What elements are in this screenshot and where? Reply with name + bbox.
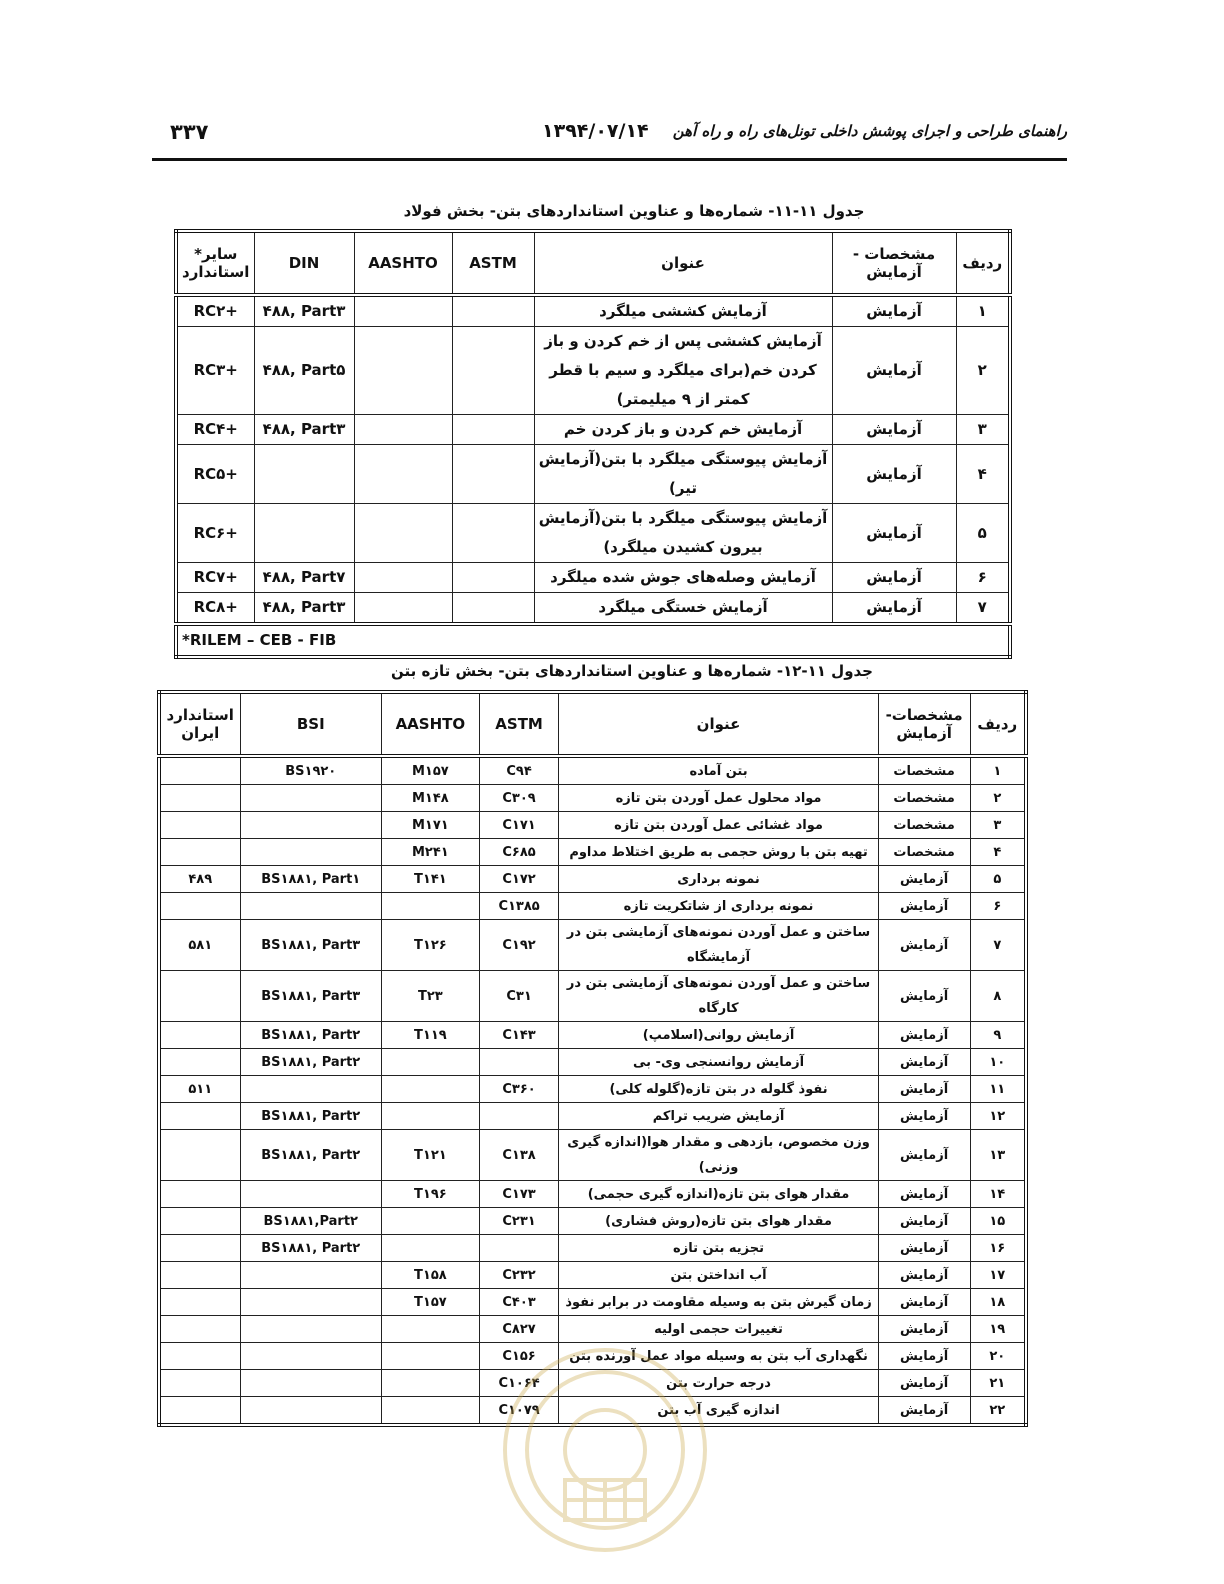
cell-bsi [240, 1262, 382, 1289]
table-row [159, 1022, 1026, 1049]
table-row [176, 327, 1010, 415]
header-row-number: ردیف [970, 692, 1026, 756]
cell-aashto: T۱۵۷ [382, 1289, 480, 1316]
cell-other: RC۶+ [176, 504, 254, 563]
cell-title: نمونه برداری از شاتکریت تازه [559, 893, 878, 920]
cell-spec: آزمایش [878, 1262, 970, 1289]
cell-iran [159, 1208, 240, 1235]
cell-title: آزمایش پیوستگی میلگرد با بتن(آزمایش بیرون کشیدن میلگرد) [534, 504, 832, 563]
cell-title: زمان گیرش بتن به وسیله مقاومت در برابر نفوذ [559, 1289, 878, 1316]
cell-iran: ۵۱۱ [159, 1076, 240, 1103]
cell-title: مواد غشائی عمل آوردن بتن تازه [559, 812, 878, 839]
header-row-number: ردیف [956, 231, 1010, 295]
cell-title: آزمایش روانسنجی وی- بی [559, 1049, 878, 1076]
cell-row: ۹ [970, 1022, 1026, 1049]
cell-iran [159, 1343, 240, 1370]
cell-iran [159, 1397, 240, 1426]
cell-spec: آزمایش [878, 866, 970, 893]
cell-spec: آزمایش [878, 1076, 970, 1103]
cell-title: مقدار هوای بتن تازه(اندازه گیری حجمی) [559, 1181, 878, 1208]
table-row [159, 1289, 1026, 1316]
cell-aashto [382, 1316, 480, 1343]
cell-title: تجزیه بتن تازه [559, 1235, 878, 1262]
header-aashto: AASHTO [354, 231, 452, 295]
cell-row: ۲ [956, 327, 1010, 415]
cell-row: ۶ [970, 893, 1026, 920]
cell-spec: آزمایش [878, 1235, 970, 1262]
cell-astm [479, 1103, 559, 1130]
cell-astm: C۱۷۱ [479, 812, 559, 839]
cell-title: وزن مخصوص، بازدهی و مقدار هوا(اندازه گیری وزنی) [559, 1130, 878, 1181]
cell-astm [452, 415, 534, 445]
cell-astm: C۱۷۲ [479, 866, 559, 893]
cell-bsi [240, 839, 382, 866]
cell-astm: C۱۷۳ [479, 1181, 559, 1208]
steel-standards-table [174, 229, 1012, 659]
cell-aashto [382, 1076, 480, 1103]
cell-iran [159, 1022, 240, 1049]
table1-body [176, 295, 1010, 624]
cell-aashto: T۲۳ [382, 971, 480, 1022]
header-title: عنوان [559, 692, 878, 756]
table-row [159, 1049, 1026, 1076]
cell-aashto [382, 1397, 480, 1426]
cell-title: آزمایش خستگی میلگرد [534, 593, 832, 625]
cell-aashto: T۱۹۶ [382, 1181, 480, 1208]
cell-row: ۷ [956, 593, 1010, 625]
cell-spec: آزمایش [878, 1397, 970, 1426]
cell-astm [452, 504, 534, 563]
cell-title: آزمایش خم کردن و باز کردن خم [534, 415, 832, 445]
cell-bsi [240, 1370, 382, 1397]
cell-iran [159, 785, 240, 812]
cell-row: ۱۲ [970, 1103, 1026, 1130]
header-spec: مشخصات - آزمایش [832, 231, 956, 295]
cell-title: آزمایش روانی(اسلامپ) [559, 1022, 878, 1049]
cell-aashto: M۲۴۱ [382, 839, 480, 866]
header-title: عنوان [534, 231, 832, 295]
table-row [176, 445, 1010, 504]
cell-title: آزمایش پیوستگی میلگرد با بتن(آزمایش تیر) [534, 445, 832, 504]
table2-header-row [159, 692, 1026, 756]
cell-aashto [354, 445, 452, 504]
document-date: ۱۳۹۴/۰۷/۱۴ [542, 120, 649, 142]
table-row [159, 1130, 1026, 1181]
cell-iran [159, 812, 240, 839]
cell-spec: آزمایش [878, 1049, 970, 1076]
cell-bsi: BS۱۸۸۱, Part۲ [240, 1103, 382, 1130]
cell-title: آزمایش کششی پس از خم کردن و باز کردن خم(برای میلگرد و سیم با قطر کمتر از ۹ میلیمتر) [534, 327, 832, 415]
cell-iran [159, 1130, 240, 1181]
cell-row: ۴ [970, 839, 1026, 866]
cell-other: RC۳+ [176, 327, 254, 415]
cell-iran [159, 1370, 240, 1397]
table-row [159, 812, 1026, 839]
header-astm: ASTM [452, 231, 534, 295]
cell-astm: C۴۰۳ [479, 1289, 559, 1316]
cell-spec: آزمایش [878, 1181, 970, 1208]
cell-astm: C۳۱ [479, 971, 559, 1022]
cell-spec: آزمایش [832, 593, 956, 625]
cell-iran [159, 1316, 240, 1343]
table-row [159, 971, 1026, 1022]
cell-title: آزمایش ضریب تراکم [559, 1103, 878, 1130]
fresh-concrete-standards-table [157, 690, 1028, 1427]
table-row [176, 415, 1010, 445]
header-aashto: AASHTO [382, 692, 480, 756]
cell-title: تغییرات حجمی اولیه [559, 1316, 878, 1343]
cell-title: آزمایش کششی میلگرد [534, 295, 832, 327]
cell-title: اندازه گیری آب بتن [559, 1397, 878, 1426]
cell-bsi: BS۱۹۲۰ [240, 756, 382, 785]
cell-title: درجه حرارت بتن [559, 1370, 878, 1397]
cell-spec: مشخصات [878, 756, 970, 785]
cell-row: ۲۲ [970, 1397, 1026, 1426]
cell-din [254, 504, 354, 563]
cell-spec: آزمایش [878, 920, 970, 971]
cell-row: ۱ [970, 756, 1026, 785]
cell-din: ۴۸۸, Part۷ [254, 563, 354, 593]
page-header [152, 118, 1067, 158]
cell-row: ۲ [970, 785, 1026, 812]
cell-iran [159, 1103, 240, 1130]
cell-row: ۱۱ [970, 1076, 1026, 1103]
header-other-standard: سایر* استاندارد [176, 231, 254, 295]
cell-row: ۳ [970, 812, 1026, 839]
cell-din: ۴۸۸, Part۳ [254, 593, 354, 625]
cell-spec: آزمایش [878, 1370, 970, 1397]
cell-bsi [240, 785, 382, 812]
cell-astm: C۱۴۳ [479, 1022, 559, 1049]
cell-spec: آزمایش [878, 1103, 970, 1130]
cell-row: ۸ [970, 971, 1026, 1022]
cell-spec: آزمایش [878, 1343, 970, 1370]
cell-astm [452, 295, 534, 327]
header-din: DIN [254, 231, 354, 295]
cell-row: ۱۰ [970, 1049, 1026, 1076]
cell-row: ۵ [970, 866, 1026, 893]
table-row [159, 1235, 1026, 1262]
cell-astm: C۳۶۰ [479, 1076, 559, 1103]
cell-astm: C۲۳۱ [479, 1208, 559, 1235]
cell-other: RC۸+ [176, 593, 254, 625]
header-rule [152, 158, 1067, 161]
cell-aashto [382, 1208, 480, 1235]
cell-spec: مشخصات [878, 812, 970, 839]
cell-aashto [382, 1370, 480, 1397]
cell-astm [479, 1235, 559, 1262]
cell-row: ۱۸ [970, 1289, 1026, 1316]
cell-spec: مشخصات [878, 785, 970, 812]
cell-spec: آزمایش [878, 1316, 970, 1343]
cell-aashto [382, 1235, 480, 1262]
cell-title: مقدار هوای بتن تازه(روش فشاری) [559, 1208, 878, 1235]
cell-bsi: BS۱۸۸۱, Part۲ [240, 1130, 382, 1181]
table-row [159, 1343, 1026, 1370]
cell-iran [159, 839, 240, 866]
cell-iran [159, 893, 240, 920]
cell-aashto [382, 1343, 480, 1370]
cell-astm [452, 327, 534, 415]
cell-other: RC۴+ [176, 415, 254, 445]
cell-aashto: T۱۵۸ [382, 1262, 480, 1289]
cell-bsi: BS۱۸۸۱, Part۲ [240, 1049, 382, 1076]
cell-astm: C۱۳۸۵ [479, 893, 559, 920]
table-row [159, 866, 1026, 893]
cell-din: ۴۸۸, Part۵ [254, 327, 354, 415]
cell-aashto [354, 415, 452, 445]
cell-aashto [354, 593, 452, 625]
cell-row: ۱۵ [970, 1208, 1026, 1235]
table-row [159, 1370, 1026, 1397]
header-spec: مشخصات- آزمایش [878, 692, 970, 756]
cell-astm [452, 593, 534, 625]
cell-din: ۴۸۸, Part۳ [254, 415, 354, 445]
cell-spec: آزمایش [878, 893, 970, 920]
cell-astm [452, 445, 534, 504]
table-row [159, 785, 1026, 812]
cell-spec: آزمایش [832, 504, 956, 563]
cell-astm: C۱۹۲ [479, 920, 559, 971]
cell-aashto: M۱۷۱ [382, 812, 480, 839]
cell-title: ساختن و عمل آوردن نمونه‌های آزمایشی بتن در آزمایشگاه [559, 920, 878, 971]
cell-bsi [240, 1316, 382, 1343]
cell-spec: آزمایش [878, 1130, 970, 1181]
page-number: ۳۳۷ [170, 120, 209, 144]
cell-aashto [382, 1049, 480, 1076]
table2-body [159, 756, 1026, 1425]
cell-bsi: BS۱۸۸۱, Part۲ [240, 1235, 382, 1262]
cell-spec: آزمایش [832, 445, 956, 504]
document-title: راهنمای طراحی و اجرای پوشش داخلی تونل‌های راه و راه آهن [672, 122, 1067, 140]
cell-other: RC۵+ [176, 445, 254, 504]
cell-title: نگهداری آب بتن به وسیله مواد عمل آورنده بتن [559, 1343, 878, 1370]
cell-row: ۱ [956, 295, 1010, 327]
cell-bsi [240, 1289, 382, 1316]
cell-aashto [354, 563, 452, 593]
cell-din: ۴۸۸, Part۳ [254, 295, 354, 327]
cell-astm: C۱۵۶ [479, 1343, 559, 1370]
cell-row: ۱۳ [970, 1130, 1026, 1181]
cell-title: آزمایش وصله‌های جوش شده میلگرد [534, 563, 832, 593]
cell-bsi: BS۱۸۸۱, Part۱ [240, 866, 382, 893]
table-row [176, 295, 1010, 327]
cell-aashto [354, 504, 452, 563]
table-row [159, 756, 1026, 785]
cell-row: ۲۰ [970, 1343, 1026, 1370]
cell-title: ساختن و عمل آوردن نمونه‌های آزمایشی بتن در کارگاه [559, 971, 878, 1022]
cell-row: ۱۹ [970, 1316, 1026, 1343]
cell-bsi [240, 1181, 382, 1208]
header-bsi: BSI [240, 692, 382, 756]
table-row [176, 563, 1010, 593]
cell-spec: مشخصات [878, 839, 970, 866]
cell-iran [159, 1235, 240, 1262]
table-row [159, 1262, 1026, 1289]
table-row [159, 893, 1026, 920]
cell-iran [159, 1181, 240, 1208]
table-row [159, 1316, 1026, 1343]
cell-astm: C۱۰۶۴ [479, 1370, 559, 1397]
cell-aashto: M۱۵۷ [382, 756, 480, 785]
cell-aashto: T۱۲۱ [382, 1130, 480, 1181]
table2-caption: جدول ۱۱-۱۲- شماره‌ها و عناوین استانداردهای بتن- بخش تازه بتن [391, 662, 873, 680]
cell-astm: C۸۲۷ [479, 1316, 559, 1343]
cell-title: نمونه برداری [559, 866, 878, 893]
header-astm: ASTM [479, 692, 559, 756]
cell-iran [159, 1289, 240, 1316]
cell-spec: آزمایش [878, 1289, 970, 1316]
cell-title: نفوذ گلوله در بتن تازه(گلوله کلی) [559, 1076, 878, 1103]
cell-row: ۲۱ [970, 1370, 1026, 1397]
cell-row: ۳ [956, 415, 1010, 445]
cell-aashto: T۱۱۹ [382, 1022, 480, 1049]
cell-iran [159, 1049, 240, 1076]
table1-caption: جدول ۱۱-۱۱- شماره‌ها و عناوین استانداردهای بتن- بخش فولاد [403, 202, 865, 220]
cell-other: RC۷+ [176, 563, 254, 593]
cell-bsi: BS۱۸۸۱, Part۲ [240, 1022, 382, 1049]
cell-bsi: BS۱۸۸۱, Part۳ [240, 971, 382, 1022]
cell-title: آب انداختن بتن [559, 1262, 878, 1289]
cell-iran: ۵۸۱ [159, 920, 240, 971]
cell-iran: ۴۸۹ [159, 866, 240, 893]
cell-bsi [240, 1076, 382, 1103]
cell-spec: آزمایش [878, 1022, 970, 1049]
cell-astm: C۱۳۸ [479, 1130, 559, 1181]
cell-row: ۱۴ [970, 1181, 1026, 1208]
cell-row: ۵ [956, 504, 1010, 563]
cell-bsi: BS۱۸۸۱, Part۳ [240, 920, 382, 971]
cell-row: ۷ [970, 920, 1026, 971]
cell-iran [159, 1262, 240, 1289]
cell-bsi: BS۱۸۸۱,Part۲ [240, 1208, 382, 1235]
cell-bsi [240, 812, 382, 839]
cell-title: تهیه بتن با روش حجمی به طریق اختلاط مداوم [559, 839, 878, 866]
cell-aashto [382, 893, 480, 920]
header-iran-standard: استاندارد ایران [159, 692, 240, 756]
cell-astm: C۱۰۷۹ [479, 1397, 559, 1426]
cell-astm: C۳۰۹ [479, 785, 559, 812]
cell-title: مواد محلول عمل آوردن بتن تازه [559, 785, 878, 812]
cell-aashto: T۱۲۶ [382, 920, 480, 971]
cell-astm [479, 1049, 559, 1076]
cell-spec: آزمایش [832, 327, 956, 415]
cell-aashto: M۱۴۸ [382, 785, 480, 812]
cell-astm: C۹۴ [479, 756, 559, 785]
table-row [159, 839, 1026, 866]
cell-spec: آزمایش [832, 563, 956, 593]
cell-astm: C۲۳۲ [479, 1262, 559, 1289]
table-row [159, 1397, 1026, 1426]
table-row [159, 1208, 1026, 1235]
table1-footnote: *RILEM – CEB - FIB [176, 624, 1010, 657]
cell-bsi [240, 1397, 382, 1426]
cell-bsi [240, 1343, 382, 1370]
cell-row: ۱۶ [970, 1235, 1026, 1262]
cell-iran [159, 971, 240, 1022]
cell-aashto [354, 295, 452, 327]
cell-bsi [240, 893, 382, 920]
cell-astm: C۶۸۵ [479, 839, 559, 866]
table-row [159, 1181, 1026, 1208]
cell-spec: آزمایش [832, 415, 956, 445]
table-row [159, 1103, 1026, 1130]
cell-din [254, 445, 354, 504]
cell-spec: آزمایش [878, 1208, 970, 1235]
cell-row: ۶ [956, 563, 1010, 593]
cell-row: ۱۷ [970, 1262, 1026, 1289]
table1-footnote-row [176, 624, 1010, 657]
table-row [159, 1076, 1026, 1103]
table-row [176, 593, 1010, 625]
table-row [159, 920, 1026, 971]
cell-spec: آزمایش [832, 295, 956, 327]
cell-title: بتن آماده [559, 756, 878, 785]
cell-iran [159, 756, 240, 785]
cell-spec: آزمایش [878, 971, 970, 1022]
table-row [176, 504, 1010, 563]
cell-row: ۴ [956, 445, 1010, 504]
cell-aashto: T۱۴۱ [382, 866, 480, 893]
cell-aashto [354, 327, 452, 415]
cell-aashto [382, 1103, 480, 1130]
cell-astm [452, 563, 534, 593]
table1-header-row [176, 231, 1010, 295]
cell-other: RC۲+ [176, 295, 254, 327]
